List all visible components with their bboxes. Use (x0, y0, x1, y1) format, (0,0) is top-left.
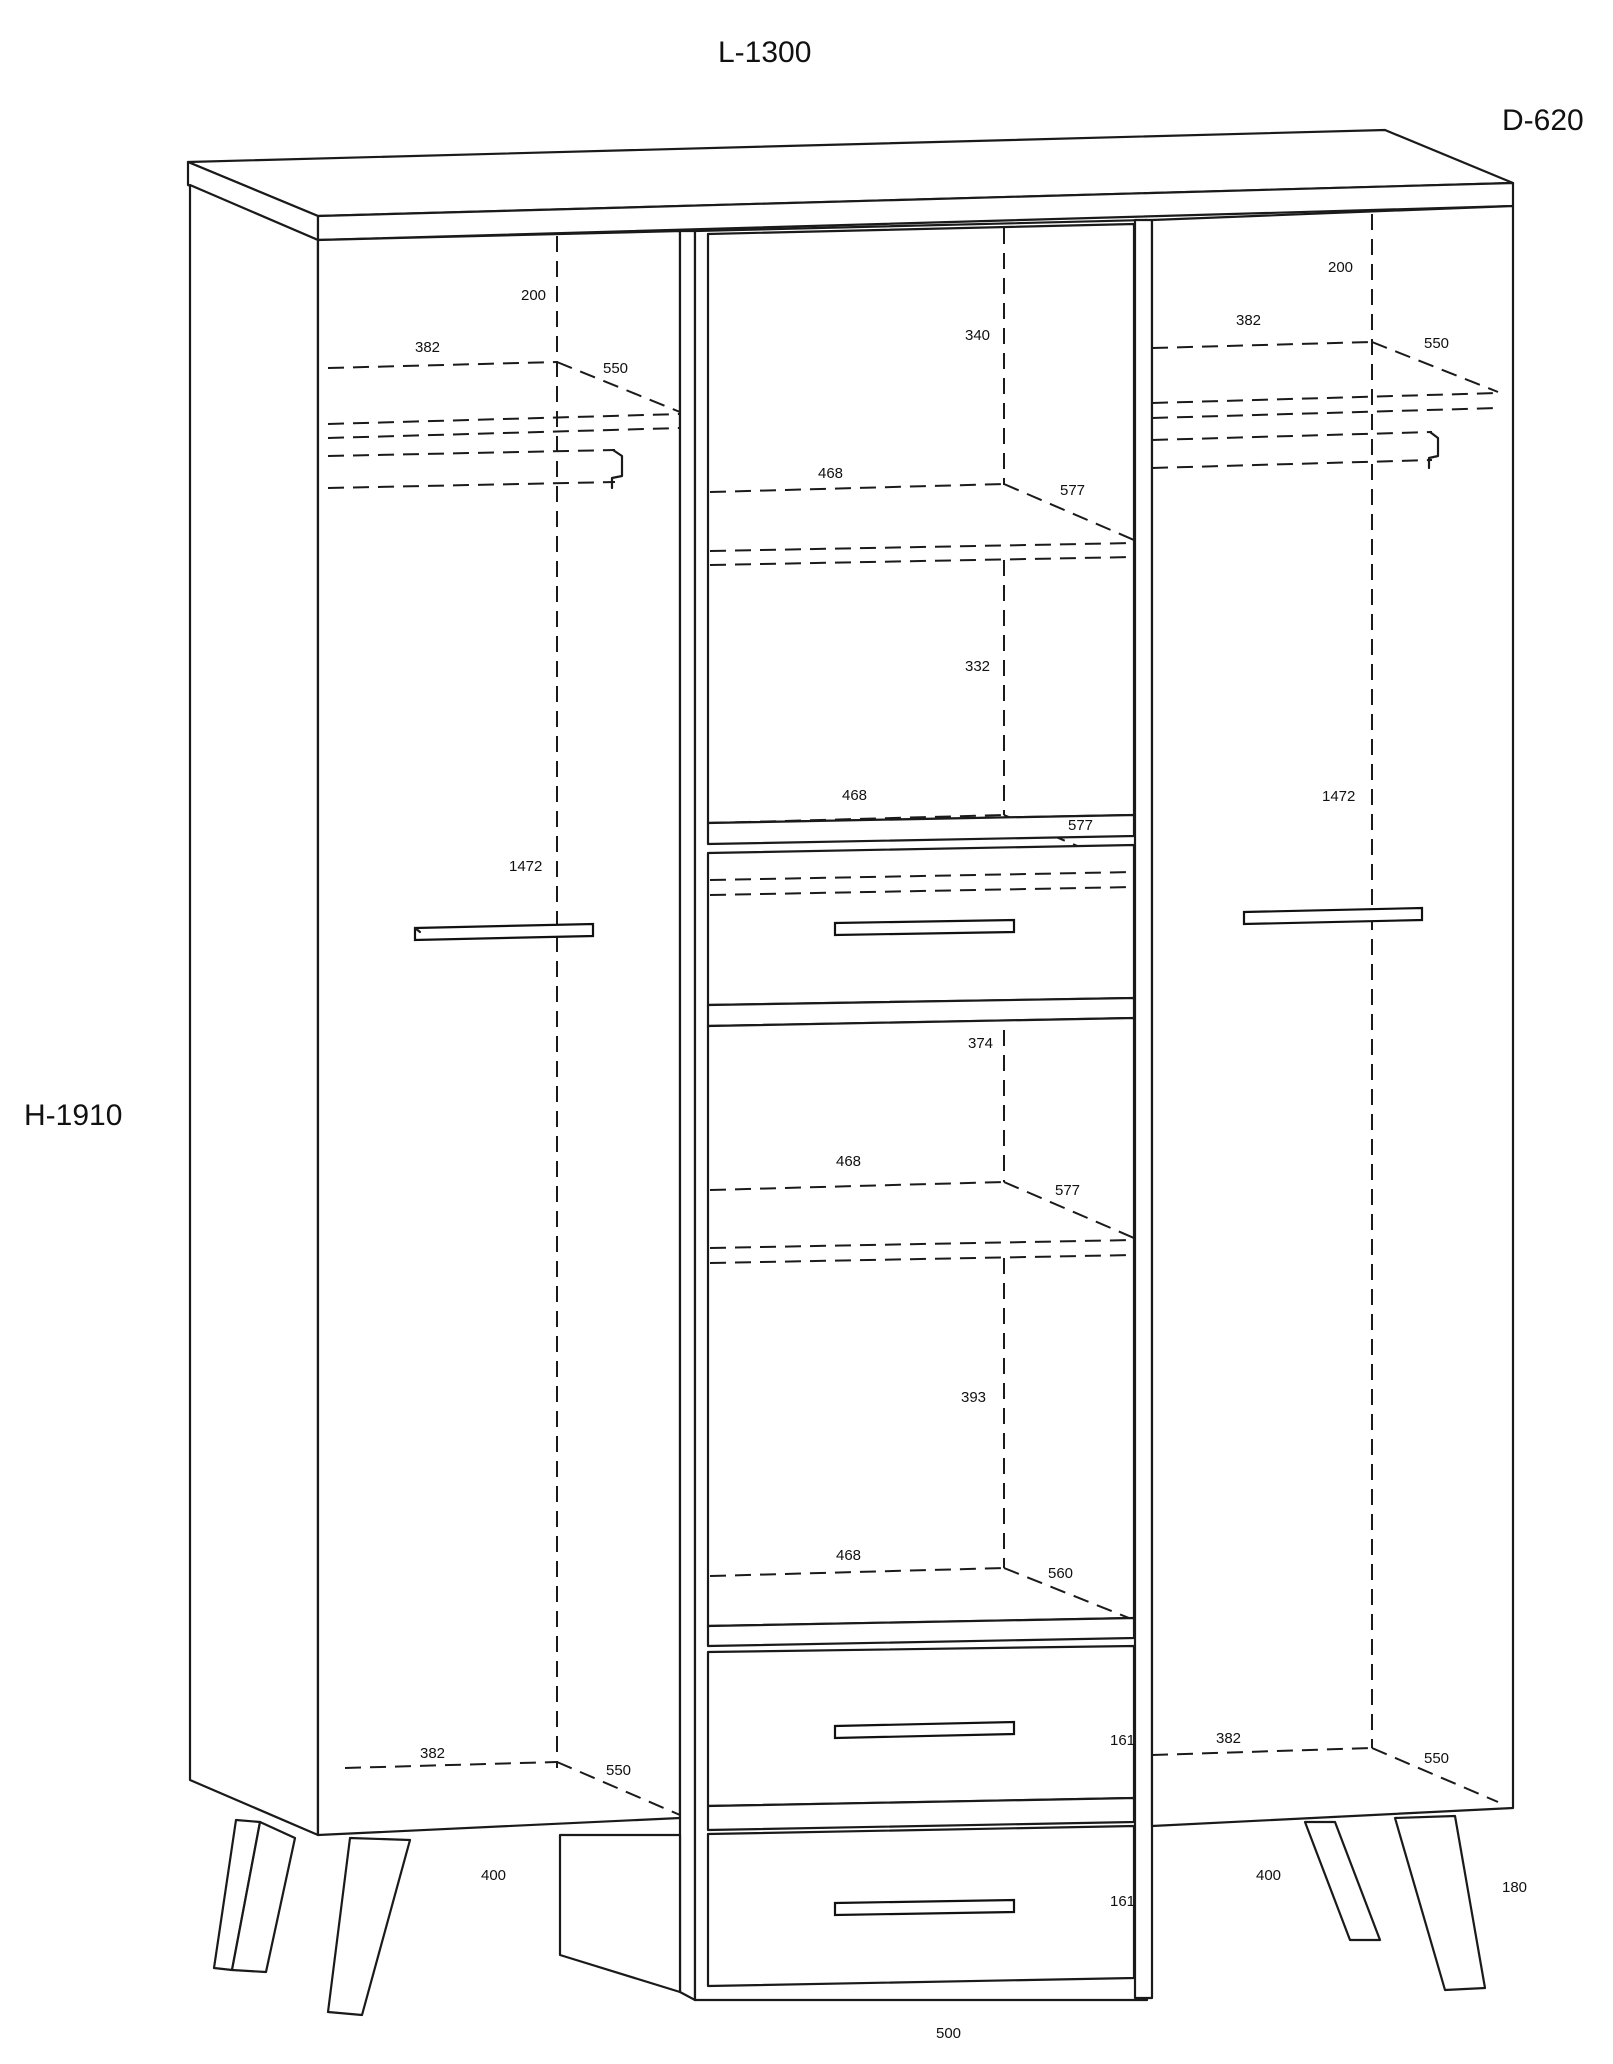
center-bottom-depth-label: 560 (1048, 1565, 1074, 1582)
left-top-gap-label: 200 (521, 287, 547, 304)
center-shelf2-depth-label: 577 (1068, 817, 1094, 834)
right-hanging-height-label: 1472 (1322, 788, 1356, 805)
depth-label: D-620 (1502, 104, 1584, 137)
right-top-gap-label: 200 (1328, 259, 1354, 276)
center-drawer-2-handle[interactable] (835, 1900, 1014, 1915)
right-shelf-depth-label: 550 (1424, 335, 1450, 352)
leg-back-right (1395, 1816, 1485, 1990)
center-shelf3-depth-label: 577 (1055, 1182, 1081, 1199)
center-shelf3-width-label: 468 (836, 1153, 862, 1170)
left-compartment (318, 231, 680, 1835)
left-side-panel (190, 185, 318, 1835)
center-top-compartment (708, 224, 1134, 870)
leg-front-left (214, 1820, 295, 1972)
right-leg-height-label: 180 (1502, 1879, 1528, 1896)
right-door-handle[interactable] (1244, 908, 1422, 924)
center-shelf1-width-label: 468 (818, 465, 844, 482)
center-drawer2-height-label: 161 (1110, 1893, 1136, 1910)
leg-back-left (328, 1838, 410, 2015)
center-lower-compartment (708, 1018, 1134, 1646)
center-drawer-compartment-height-label: 374 (968, 1035, 994, 1052)
right-bottom-width-label: 382 (1216, 1730, 1242, 1747)
center-drawer-1-handle[interactable] (835, 1722, 1014, 1738)
right-compartment (1152, 206, 1513, 1826)
center-bottom-width-label: 468 (836, 1547, 862, 1564)
center-shelf1-depth-label: 577 (1060, 482, 1086, 499)
right-bottom-depth-label: 550 (1424, 1750, 1450, 1767)
right-leg-spacing-label: 400 (1256, 1867, 1282, 1884)
center-drawer1-height-label: 161 (1110, 1732, 1136, 1749)
left-door-handle[interactable] (415, 924, 593, 940)
center-middle-height-label: 332 (965, 658, 991, 675)
left-bottom-depth-label: 550 (606, 1762, 632, 1779)
length-label: L-1300 (718, 36, 812, 69)
leg-front-right (1305, 1822, 1380, 1940)
left-bottom-width-label: 382 (420, 1745, 446, 1762)
left-leg-spacing-label: 400 (481, 1867, 507, 1884)
left-shelf-width-label: 382 (415, 339, 441, 356)
left-shelf-depth-label: 550 (603, 360, 629, 377)
height-label: H-1910 (24, 1099, 123, 1132)
center-shelf2-width-label: 468 (842, 787, 868, 804)
right-shelf-width-label: 382 (1236, 312, 1262, 329)
center-upper-drawer-handle[interactable] (835, 920, 1014, 935)
center-lower-height-label: 393 (961, 1389, 987, 1406)
left-hanging-height-label: 1472 (509, 858, 543, 875)
center-width-label: 500 (936, 2025, 962, 2042)
center-top-height-label: 340 (965, 327, 991, 344)
